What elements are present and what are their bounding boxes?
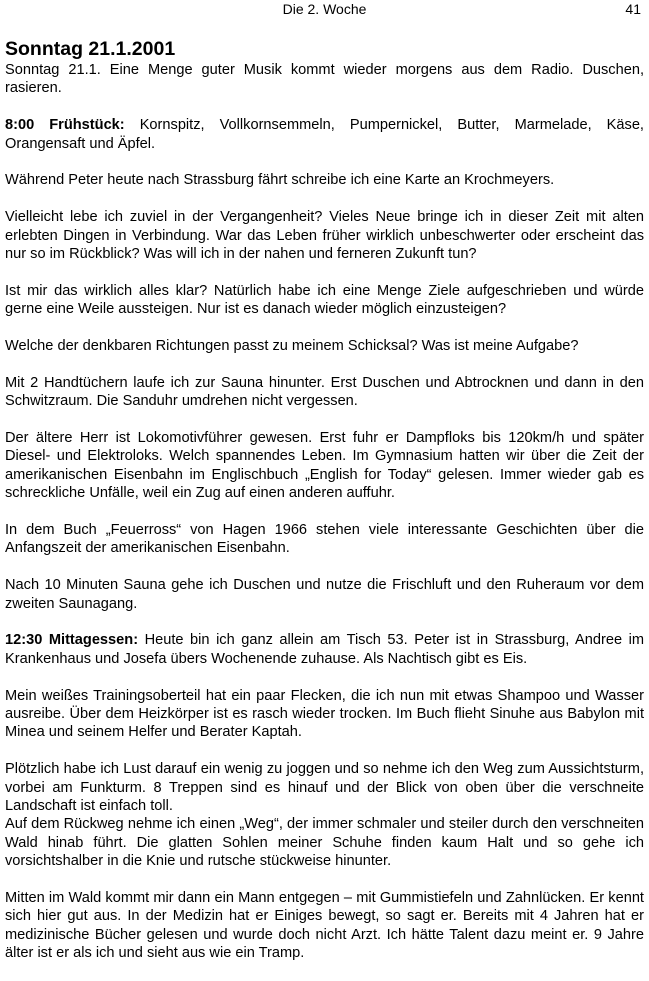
paragraph (5, 815, 644, 870)
paragraph (5, 374, 644, 411)
paragraph-text: Der ältere Herr ist Lokomotivführer gewesen. Erst fuhr er Dampfloks bis 120km/h und später Diesel- und Elektroloks. Welch spannendes Leben. Im Gymnasium hatten wir über die Zeit der amerikanischen Eisenbahn im Englischbuch „English for Today“ gelesen. Immer wieder gab es schreckliche Unfälle, weil ein Zug auf einen anderen auffuhr. (5, 430, 644, 502)
paragraph (5, 171, 644, 189)
running-title: Die 2. Woche (282, 1, 367, 17)
paragraph (5, 576, 644, 613)
paragraph (5, 208, 644, 263)
paragraph (5, 760, 644, 815)
page-content (5, 38, 644, 981)
paragraph-lead: 12:30 Mittagessen: (5, 632, 139, 649)
paragraph (5, 61, 644, 98)
paragraph (5, 429, 644, 503)
paragraph-text: Mitten im Wald kommt mir dann ein Mann entgegen – mit Gummistiefeln und Zahnlücken. Er kennt sich hier gut aus. In der Medizin hat er Einiges bewegt, so sagt er. Bereits mit 4 Jahren hat er medizinische Bücher gelesen und wurde doch nicht Arzt. Ich hätte Talent dazu meint er. 9 Jahre älter ist er als ich und sieht aus wie ein Tramp. (5, 890, 644, 962)
paragraph (5, 337, 644, 355)
paragraph (5, 889, 644, 963)
paragraph-text: Plötzlich habe ich Lust darauf ein wenig zu joggen und so nehme ich den Weg zum Aussichtsturm, vorbei am Funkturm. 8 Treppen sind es hinauf und der Blick von oben über die verschneite Landschaft ist einfach toll. (5, 761, 644, 815)
entry-heading: Sonntag 21.1.2001 (5, 38, 176, 60)
paragraph (5, 282, 644, 319)
paragraph-text: Vielleicht lebe ich zuviel in der Vergangenheit? Vieles Neue bringe ich in dieser Zeit mit alten erlebten Dingen in Verbindung. War das Leben früher wirklich unbeschwerter oder erscheint das nur so im Rückblick? Was will ich in der nahen und ferneren Zukunft tun? (5, 209, 644, 263)
paragraph-text: Ist mir das wirklich alles klar? Natürlich habe ich eine Menge Ziele aufgeschrieben und würde gerne eine Weile aussteigen. Nur ist es danach wieder möglich einzusteigen? (5, 282, 644, 318)
paragraph (5, 631, 644, 668)
paragraph-text: Auf dem Rückweg nehme ich einen „Weg“, der immer schmaler und steiler durch den verschneiten Wald hinab führt. Die glatten Sohlen meiner Schuhe finden kaum Halt und so gehe ich vorsichtshalber in die Knie und rutsche stückweise hinunter. (5, 816, 644, 870)
paragraph-text: Heute bin ich ganz allein am Tisch 53. Peter ist in Strassburg, Andree im Krankenhaus und Josefa übers Wochenende zuhause. Als Nachtisch gibt es Eis. (5, 632, 644, 667)
paragraph (5, 116, 644, 153)
paragraph-text: In dem Buch „Feuerross“ von Hagen 1966 stehen viele interessante Geschichten über die Anfangszeit der amerikanischen Eisenbahn. (5, 522, 644, 557)
paragraph-list (5, 61, 644, 963)
paragraph-text: Mit 2 Handtüchern laufe ich zur Sauna hinunter. Erst Duschen und Abtrocknen und dann in den Schwitzraum. Die Sanduhr umdrehen nicht vergessen. (5, 374, 644, 410)
paragraph-text: Während Peter heute nach Strassburg fährt schreibe ich eine Karte an Krochmeyers. (5, 172, 555, 189)
paragraph (5, 521, 644, 558)
paragraph-text: Nach 10 Minuten Sauna gehe ich Duschen und nutze die Frischluft und den Ruheraum vor dem zweiten Saunagang. (5, 577, 644, 612)
page-number: 41 (625, 1, 641, 17)
paragraph-text: Kornspitz, Vollkornsemmeln, Pumpernickel, Butter, Marmelade, Käse, Orangensaft und Äpfel. (5, 117, 644, 152)
paragraph-text: Mein weißes Trainingsoberteil hat ein paar Flecken, die ich nun mit etwas Shampoo und Wasser ausreibe. Über dem Heizkörper ist es rasch wieder trocken. Im Buch flieht Sinuhe aus Babylon mit Minea und seinem Helfer und Berater Kaptah. (5, 687, 644, 741)
paragraph-text: Sonntag 21.1. Eine Menge guter Musik kommt wieder morgens aus dem Radio. Duschen, rasieren. (5, 62, 644, 97)
paragraph (5, 687, 644, 742)
page-header (0, 1, 649, 21)
paragraph-lead: 8:00 Frühstück: (5, 117, 125, 134)
paragraph-text: Welche der denkbaren Richtungen passt zu meinem Schicksal? Was ist meine Aufgabe? (5, 338, 579, 355)
